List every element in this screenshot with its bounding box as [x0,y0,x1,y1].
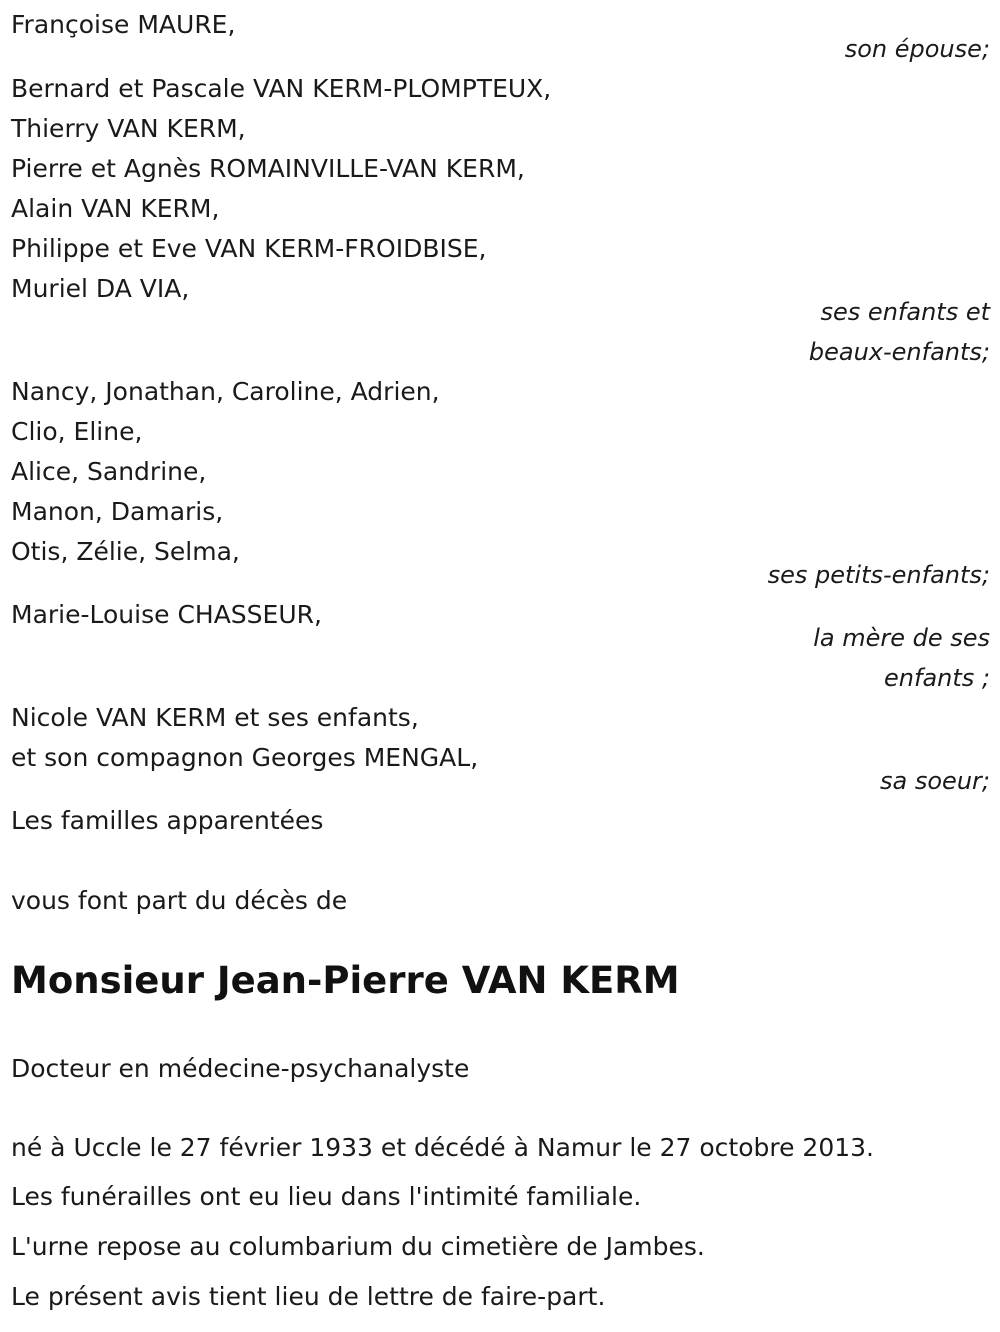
deceased-name: Monsieur Jean-Pierre VAN KERM [11,959,680,1002]
detail-line: L'urne repose au columbarium du cimetière de Jambes. [11,1232,705,1261]
detail-line: né à Uccle le 27 février 1933 et décédé à Namur le 27 octobre 2013. [11,1133,874,1162]
grandchildren-line: Nancy, Jonathan, Caroline, Adrien, [11,377,440,406]
child-name: Pierre et Agnès ROMAINVILLE-VAN KERM, [11,154,525,183]
sister-line: et son compagnon Georges MENGAL, [11,743,479,772]
grandchildren-line: Otis, Zélie, Selma, [11,537,240,566]
sister-line: Nicole VAN KERM et ses enfants, [11,703,419,732]
child-name: Bernard et Pascale VAN KERM-PLOMPTEUX, [11,74,552,103]
announcement-line: vous font part du décès de [11,886,348,915]
child-name: Philippe et Eve VAN KERM-FROIDBISE, [11,234,487,263]
grandchildren-line: Manon, Damaris, [11,497,224,526]
spouse-name: Françoise MAURE, [11,10,236,39]
mother-relation-line2: enfants ; [884,664,990,692]
spouse-relation: son épouse; [844,35,990,63]
grandchildren-line: Alice, Sandrine, [11,457,207,486]
child-name: Thierry VAN KERM, [11,114,246,143]
children-relation-line2: beaux-enfants; [808,338,990,366]
grandchildren-relation: ses petits-enfants; [767,561,990,589]
deceased-profession: Docteur en médecine-psychanalyste [11,1054,470,1083]
detail-line: Le présent avis tient lieu de lettre de faire-part. [11,1282,606,1311]
sister-relation: sa soeur; [880,767,990,795]
mother-relation-line1: la mère de ses [813,624,990,652]
grandchildren-line: Clio, Eline, [11,417,143,446]
children-relation-line1: ses enfants et [820,298,990,326]
families-line: Les familles apparentées [11,806,324,835]
mother-name: Marie-Louise CHASSEUR, [11,600,322,629]
detail-line: Les funérailles ont eu lieu dans l'intimité familiale. [11,1182,642,1211]
child-name: Alain VAN KERM, [11,194,220,223]
child-name: Muriel DA VIA, [11,274,190,303]
